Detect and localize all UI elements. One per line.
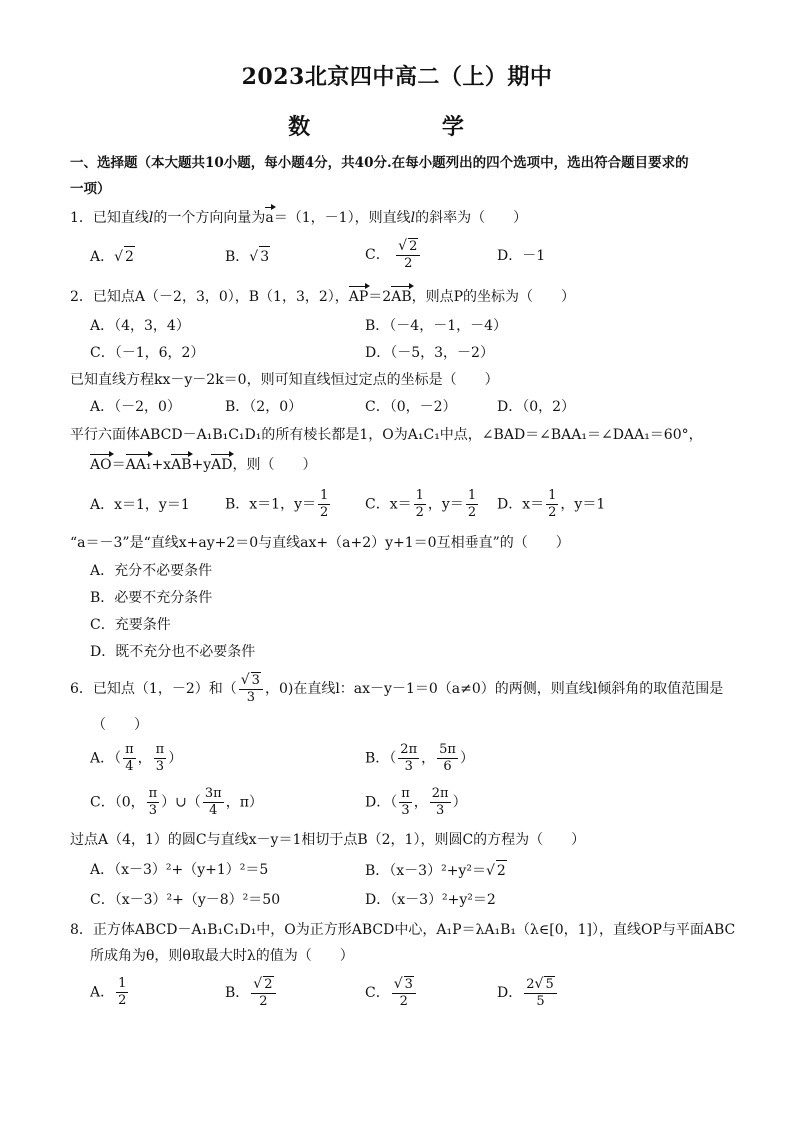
q4-option-b[interactable]: B．x＝1，y＝ $\frac{1}{2}$ (225, 488, 329, 520)
question-6: 6．已知点（1，－2）和（ $\frac{√ 3}{3}$ ，0)在直线l：ax－y－1＝0（a≠0）的两侧，则直线l倾斜角的取值范围是 (70, 672, 724, 705)
question-6-paren: （ ） (92, 717, 148, 733)
q8-option-d[interactable]: D． $\frac{2√ 5}{5}$ (497, 976, 559, 1010)
q6-option-b[interactable]: B．（ $\frac{2\pi}{3}$ ， $\frac{5\pi}{6}$ ） (365, 742, 474, 774)
q1-option-c[interactable]: C． $\frac{√ 2}{2}$ (365, 238, 422, 272)
q4-option-d[interactable]: D．x＝ $\frac{1}{2}$ ，y＝1 (497, 488, 606, 520)
question-5: “a＝－3”是“直线x+ay+2＝0与直线ax+（a+2）y+1＝0互相垂直”的（ ） (70, 535, 570, 551)
question-8: 8．正方体ABCD－A₁B₁C₁D₁中，O为正方形ABCD中心，A₁P＝λA₁B₁（λ∈[0，1]），直线OP与平面ABC (70, 922, 736, 938)
section-heading-line1: 一、选择题（本大题共10小题，每小题4分，共40分.在每小题列出的四个选项中，选出符合题目要求的 (70, 155, 689, 171)
q2-option-a[interactable]: A．（4，3，4） (90, 318, 190, 334)
q4-option-c[interactable]: C．x＝ $\frac{1}{2}$ ，y＝ $\frac{1}{2}$ (365, 488, 477, 520)
q3-option-c[interactable]: C．（0，－2） (365, 399, 457, 415)
vector-ap: AP (348, 289, 369, 305)
q6-option-c[interactable]: C．（0， $\frac{\pi}{3}$ ）∪（ $\frac{3\pi}{4}$ ，π） (90, 786, 263, 818)
vector-ab: AB (391, 289, 412, 305)
q4-option-a[interactable]: A．x＝1，y＝1 (90, 497, 190, 513)
q6-option-d[interactable]: D．（ $\frac{\pi}{3}$ ， $\frac{2\pi}{3}$ ） (365, 786, 467, 818)
q1-option-d[interactable]: D．－1 (497, 248, 546, 264)
q8-option-a[interactable]: A． $\frac{1}{2}$ (90, 976, 127, 1008)
question-8-line2: 所成角为θ，则θ取最大时λ的值为（ ） (90, 948, 354, 964)
q7-option-d[interactable]: D．（x－3）²+y²＝2 (365, 892, 496, 908)
question-7: 过点A（4，1）的圆C与直线x－y＝1相切于点B（2，1），则圆C的方程为（ ） (70, 832, 586, 848)
question-4: 平行六面体ABCD－A₁B₁C₁D₁的所有棱长都是1，O为A₁C₁中点，∠BAD＝∠BAA₁＝∠DAA₁＝60°， (70, 427, 703, 443)
q7-option-b[interactable]: B．（x－3）²+y²＝√ 2 (365, 860, 507, 881)
q5-option-b[interactable]: B．必要不充分条件 (90, 590, 213, 606)
q5-option-d[interactable]: D．既不充分也不必要条件 (90, 644, 256, 660)
subject-title: 数 学 (288, 114, 506, 140)
q8-option-b[interactable]: B． $\frac{√ 2}{2}$ (225, 976, 278, 1010)
q2-option-b[interactable]: B．（－4，－1，－4） (365, 318, 508, 334)
q3-option-a[interactable]: A．（－2，0） (90, 399, 181, 415)
section-heading (70, 150, 730, 202)
q5-option-c[interactable]: C．充要条件 (90, 617, 171, 633)
q4-vector-equation: AO＝AA₁+xAB+yAD，则（ ） (90, 457, 317, 473)
q6-option-a[interactable]: A．（ $\frac{\pi}{4}$ ， $\frac{\pi}{3}$ ） (90, 742, 183, 774)
q3-option-b[interactable]: B．（2，0） (225, 399, 303, 415)
q5-option-a[interactable]: A．充分不必要条件 (90, 563, 213, 579)
q1-option-a[interactable]: A．√ 2 (90, 246, 135, 267)
q2-option-c[interactable]: C．（－1，6，2） (90, 345, 205, 361)
page-title: 2023北京四中高二（上）期中 (241, 64, 553, 90)
q8-option-c[interactable]: C． $\frac{√ 3}{2}$ (365, 976, 418, 1010)
question-2: 2．已知点A（－2，3，0），B（1，3，2），AP＝2AB，则点P的坐标为（ ） (70, 289, 576, 305)
vector-a: a (265, 210, 274, 226)
q2-option-d[interactable]: D．（－5，3，－2） (365, 345, 494, 361)
q1-option-b[interactable]: B．√ 3 (225, 246, 270, 267)
q7-option-a[interactable]: A．（x－3）²+（y+1）²＝5 (90, 862, 269, 878)
question-3: 已知直线方程kx－y－2k＝0，则可知直线恒过定点的坐标是（ ） (70, 372, 499, 388)
fraction: $\frac{√ 2}{2}$ (396, 238, 420, 272)
q3-option-d[interactable]: D．（0，2） (497, 399, 576, 415)
q7-option-c[interactable]: C．（x－3）²+（y－8）²＝50 (90, 892, 281, 908)
section-heading-line2: 一项） (70, 181, 111, 197)
question-1: 1．已知直线l的一个方向向量为a＝（1，－1），则直线l的斜率为（ ） (70, 210, 528, 226)
